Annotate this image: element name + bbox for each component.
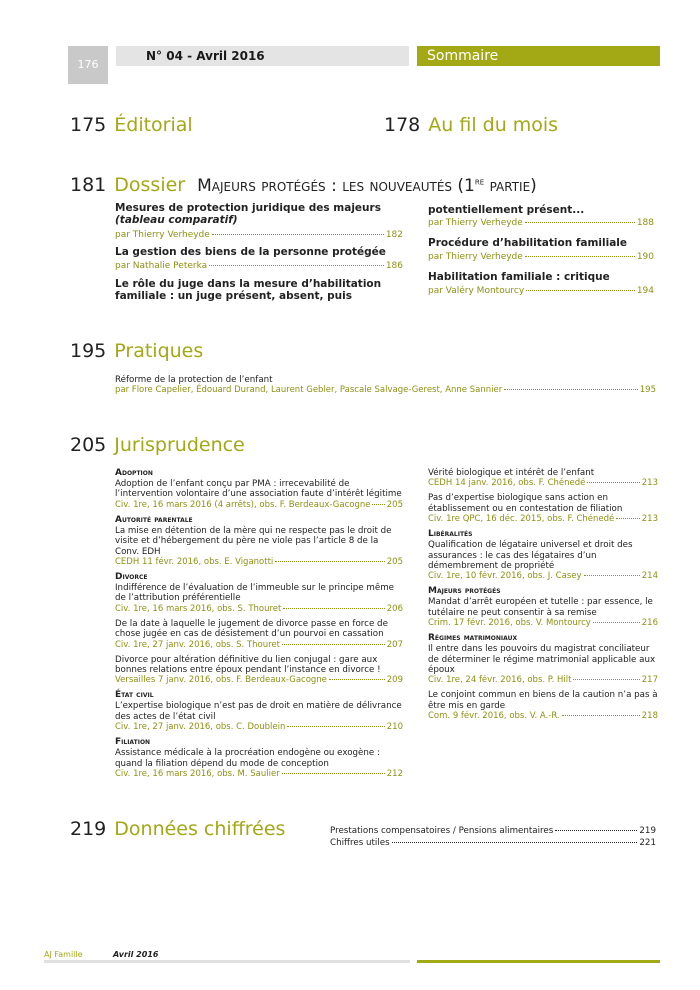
- toc-entry[interactable]: Prestations compensatoires / Pensions alimentaires 219: [330, 826, 656, 836]
- section-name: Éditorial: [114, 114, 193, 136]
- case-summary: De la date à laquelle le jugement de divorce passe en force de chose jugée en cas de désistement d’un pourvoi en cassation: [115, 618, 388, 640]
- section-page-number: 219: [70, 818, 107, 840]
- case-reference: Versailles 7 janv. 2016, obs. F. Berdeaux-Gacogne 209: [115, 675, 403, 686]
- section-title: Sommaire: [417, 46, 660, 66]
- case-summary: Divorce pour altération définitive du lien conjugal : gare aux bonnes relations entre époux pendant l’instance en divorce !: [115, 654, 381, 676]
- case-reference: CEDH 11 févr. 2016, obs. E. Viganotti 205: [115, 557, 403, 568]
- footer-journal: AJ Famille: [44, 950, 83, 959]
- category-heading: Divorce: [115, 572, 148, 583]
- section-page-number: 175: [70, 114, 107, 136]
- section-name: Jurisprudence: [114, 434, 245, 456]
- toc-entry[interactable]: Chiffres utiles 221: [330, 838, 656, 848]
- case-summary: Adoption de l’enfant conçu par PMA : irrecevabilité de l’intervention volontaire d’une association faute d’intérêt légitime: [115, 479, 402, 500]
- jurisprudence-column-right: [428, 468, 658, 722]
- case-summary: Vérité biologique et intérêt de l’enfant: [428, 468, 595, 478]
- case-entry[interactable]: [428, 644, 658, 686]
- category-heading: Filiation: [115, 737, 151, 748]
- donnees-list: [330, 825, 656, 849]
- entry-author-line: par Thierry Verheyde 188: [428, 218, 654, 228]
- toc-entry[interactable]: [428, 237, 654, 262]
- section-name: Pratiques: [114, 340, 204, 362]
- footer-rule: [44, 960, 410, 963]
- section-page-number: 195: [70, 340, 107, 362]
- section-page-number: 205: [70, 434, 107, 456]
- category-heading: Régimes matrimoniaux: [428, 633, 518, 644]
- page-number: 176: [68, 46, 108, 84]
- case-reference: Civ. 1re, 16 mars 2016 (4 arrêts), obs. F. Berdeaux-Gacogne 205: [115, 499, 403, 510]
- case-summary: Mandat d’arrêt européen et tutelle : par essence, le tutélaire ne peut consentir à sa remise: [428, 597, 653, 618]
- section-dossier[interactable]: [70, 174, 537, 196]
- case-entry[interactable]: [428, 597, 658, 629]
- section-jurisprudence[interactable]: [70, 434, 245, 456]
- case-summary: Indifférence de l’évaluation de l’immeuble sur le principe même de l’attribution préférentielle: [115, 583, 395, 604]
- toc-entry[interactable]: [115, 246, 403, 271]
- category-heading: Adoption: [115, 468, 153, 478]
- entry-author-line: par Thierry Verheyde 182: [115, 230, 403, 240]
- jurisprudence-column-left: [115, 468, 403, 780]
- case-summary: Qualification de légataire universel et droit des assurances : le cas des légataires d’un démembrement de propriété: [428, 540, 633, 572]
- toc-entry[interactable]: [115, 278, 403, 302]
- case-reference: Civ. 1re, 27 janv. 2016, obs. C. Doublein 210: [115, 722, 403, 733]
- dossier-column-right: [428, 204, 654, 296]
- entry-title-note: (tableau comparatif): [115, 214, 238, 226]
- toc-entry-continued[interactable]: [428, 204, 654, 228]
- category-heading: Majeurs protégés: [428, 586, 501, 597]
- issue-label: N° 04 - Avril 2016: [116, 46, 409, 66]
- section-page-number: 178: [384, 114, 421, 136]
- entry-title: La gestion des biens de la personne protégée: [115, 246, 386, 258]
- case-summary: L’expertise biologique n’est pas de droit en matière de délivrance des actes de l’état civil: [115, 701, 402, 722]
- case-entry[interactable]: [428, 468, 658, 489]
- entry-author-line: par Flore Capelier, Édouard Durand, Laurent Gebler, Pascale Salvage-Gerest, Anne Sannier 195: [115, 385, 656, 396]
- case-summary: Le conjoint commun en biens de la caution n’a pas à être mis en garde: [428, 690, 658, 711]
- case-summary: Assistance médicale à la procréation endogène ou exogène : quand la filiation dépend du mode de conception: [115, 748, 380, 769]
- case-entry[interactable]: [115, 526, 403, 568]
- entry-title: Réforme de la protection de l’enfant: [115, 375, 273, 385]
- category-heading: État civil: [115, 690, 154, 701]
- footer-rule-accent: [417, 960, 660, 963]
- case-reference: Civ. 1re QPC, 16 déc. 2015, obs. F. Chénedé 213: [428, 514, 658, 525]
- toc-entry[interactable]: [115, 202, 403, 240]
- case-entry[interactable]: [115, 619, 403, 651]
- section-pratiques[interactable]: [70, 340, 203, 362]
- case-entry[interactable]: [428, 690, 658, 722]
- case-reference: CEDH 14 janv. 2016, obs. F. Chénedé 213: [428, 478, 658, 489]
- case-reference: Com. 9 févr. 2016, obs. V. A.-R. 218: [428, 711, 658, 722]
- case-reference: Civ. 1re, 16 mars 2016, obs. M. Saulier 212: [115, 769, 403, 780]
- section-name: Dossier: [114, 174, 186, 196]
- case-entry[interactable]: [428, 540, 658, 582]
- case-reference: Crim. 17 févr. 2016, obs. V. Montourcy 216: [428, 618, 658, 629]
- case-entry[interactable]: [115, 701, 403, 733]
- section-au-fil-du-mois[interactable]: [384, 114, 558, 136]
- entry-author-line: par Thierry Verheyde 190: [428, 252, 654, 262]
- entry-title: Procédure d’habilitation familiale: [428, 237, 628, 249]
- dossier-column-left: [115, 202, 403, 302]
- case-entry[interactable]: [115, 748, 403, 780]
- case-summary: Pas d’expertise biologique sans action en établissement ou en contestation de filiation: [428, 493, 623, 514]
- case-summary: La mise en détention de la mère qui ne respecte pas le droit de visite et d’hébergement du père ne viole pas l’article 8 de la Conv. EDH: [115, 525, 392, 557]
- toc-entry[interactable]: [115, 375, 656, 396]
- category-heading: Libéralités: [428, 529, 473, 540]
- entry-title: potentiellement présent...: [428, 204, 585, 216]
- case-reference: Civ. 1re, 24 févr. 2016, obs. P. Hilt 217: [428, 675, 658, 686]
- case-entry[interactable]: [428, 493, 658, 525]
- case-entry[interactable]: [115, 479, 403, 511]
- case-summary: Il entre dans les pouvoirs du magistrat conciliateur de déterminer le régime matrimonial applicable aux époux: [428, 644, 656, 676]
- case-reference: Civ. 1re, 10 févr. 2016, obs. J. Casey 214: [428, 571, 658, 582]
- entry-author-line: par Valéry Montourcy 194: [428, 286, 654, 296]
- toc-entry[interactable]: [428, 271, 654, 296]
- footer-issue: Avril 2016: [113, 950, 159, 959]
- case-reference: Civ. 1re, 16 mars 2016, obs. S. Thouret 206: [115, 603, 403, 614]
- entry-title: Habilitation familiale : critique: [428, 271, 610, 283]
- category-heading: Autorité parentale: [115, 514, 193, 525]
- case-entry[interactable]: [115, 655, 403, 687]
- section-name: Au fil du mois: [428, 114, 559, 136]
- case-entry[interactable]: [115, 583, 403, 615]
- entry-title: Le rôle du juge dans la mesure d’habilitation familiale : un juge présent, absent, puis: [115, 278, 382, 302]
- section-editorial[interactable]: [70, 114, 193, 136]
- entry-author-line: par Nathalie Peterka 186: [115, 261, 403, 271]
- section-name: Données chiffrées: [114, 818, 286, 840]
- section-donnees-chiffrees[interactable]: [70, 818, 285, 840]
- dossier-subtitle: Majeurs protégés : les nouveautés (1re partie): [197, 176, 537, 196]
- section-page-number: 181: [70, 174, 107, 196]
- case-reference: Civ. 1re, 27 janv. 2016, obs. S. Thouret 207: [115, 639, 403, 650]
- entry-title: Mesures de protection juridique des majeurs: [115, 202, 381, 214]
